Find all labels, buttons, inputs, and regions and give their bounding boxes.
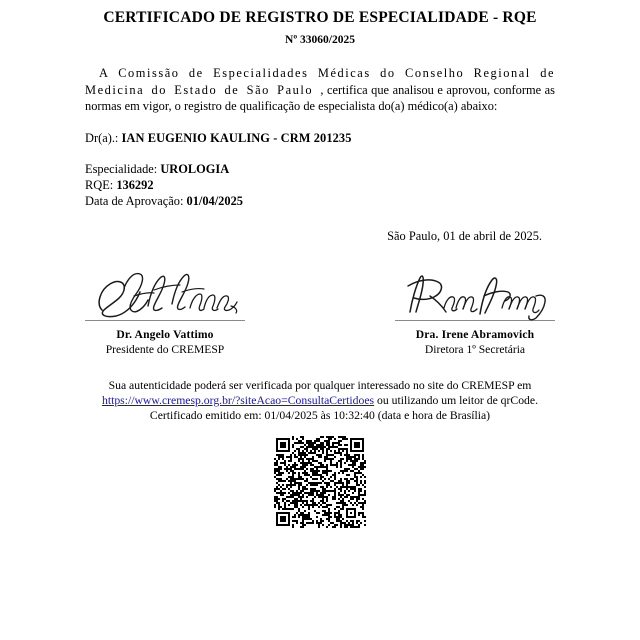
field-data-aprovacao [85, 193, 555, 209]
signature-name-secretary: Dra. Irene Abramovich [415, 328, 535, 342]
aprovacao-label: Data de Aprovação: [85, 193, 184, 208]
signature-column-president [85, 266, 245, 356]
certificate-fields [85, 146, 555, 210]
qr-code-container [60, 423, 580, 528]
footer-line-2 [60, 393, 580, 408]
aprovacao-value: 01/04/2025 [186, 193, 243, 208]
signature-role-president: Presidente do CREMESP [105, 343, 225, 357]
signature-name-president: Dr. Angelo Vattimo [116, 328, 214, 342]
doctor-prefix: Dr(a).: [85, 130, 119, 145]
rqe-label: RQE: [85, 177, 114, 192]
footer-line-3: Certificado emitido em: 01/04/2025 às 10:32:40 (data e hora de Brasília) [149, 409, 491, 423]
signature-angelo-vattimo-icon [85, 266, 245, 320]
intro-rest-text: , certifica que analisou e aprovou, conforme as normas em vigor, o registro de qualificação de especialista do(a) médico(a) abaixo: [85, 82, 555, 113]
certificate-number: Nº 33060/2025 [285, 34, 355, 46]
footer-line-1: Sua autenticidade poderá ser verificada por qualquer interessado no site do CREMESP em [108, 379, 532, 393]
place-and-date: São Paulo, 01 de abril de 2025. [387, 229, 542, 244]
verification-url-link[interactable]: https://www.cremesp.org.br/?siteAcao=ConsultaCertidoes [101, 394, 375, 408]
doctor-name-crm: IAN EUGENIO KAULING - CRM 201235 [121, 130, 352, 145]
especialidade-label: Especialidade: [85, 161, 158, 176]
signature-irene-abramovich-icon [395, 266, 555, 320]
footer-line-2-suffix: ou utilizando um leitor de qrCode. [374, 394, 539, 408]
qr-code-image[interactable] [274, 436, 366, 528]
signature-block [85, 244, 555, 356]
certificate-body [85, 46, 555, 244]
field-rqe [85, 177, 555, 193]
especialidade-value: UROLOGIA [160, 161, 230, 176]
rqe-value: 136292 [116, 177, 154, 192]
footer-block [60, 356, 580, 528]
field-especialidade [85, 161, 555, 177]
signature-role-secretary: Diretora 1º Secretária [424, 343, 526, 357]
intro-spaced-text: A Comissão de Especialidades Médicas do Conselho Regional de Medicina do Estado de São Paulo [85, 66, 555, 97]
intro-paragraph [85, 65, 555, 115]
signature-column-secretary [395, 266, 555, 356]
doctor-line [85, 115, 555, 146]
page-title: CERTIFICADO DE REGISTRO DE ESPECIALIDADE - RQE [103, 9, 537, 26]
